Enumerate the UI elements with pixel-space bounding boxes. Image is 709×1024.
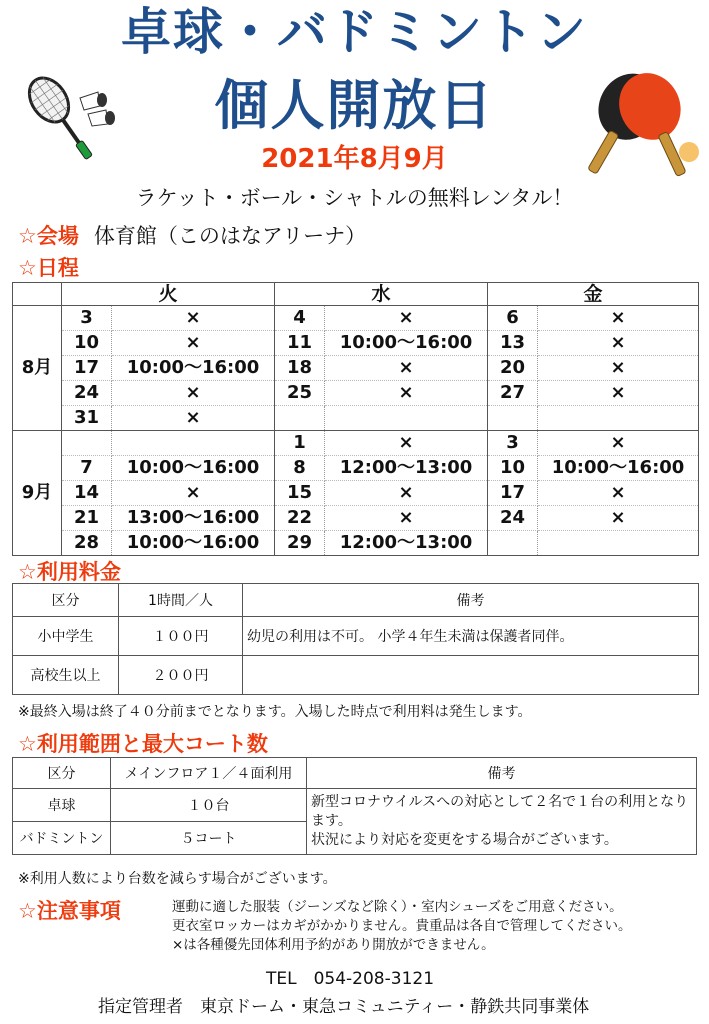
schedule-row: [13, 331, 699, 356]
caution-label: ☆注意事項: [18, 899, 121, 923]
date-cell: 20: [488, 356, 538, 381]
table-cell: バドミントン: [13, 822, 111, 855]
date-cell: 29: [275, 531, 325, 556]
time-cell: ×: [325, 506, 488, 531]
time-cell: 12:00～13:00: [325, 531, 488, 556]
time-cell: 10:00～16:00: [112, 531, 275, 556]
schedule-row: [13, 381, 699, 406]
date-cell: 8: [275, 456, 325, 481]
tel: TEL 054-208-3121: [266, 969, 435, 989]
manager: 指定管理者 東京ドーム・東急コミュニティー・静鉄共同事業体: [98, 997, 590, 1017]
time-cell: ×: [112, 381, 275, 406]
date-cell: [488, 531, 538, 556]
table-header: 備考: [243, 584, 699, 617]
fee-table: [12, 583, 699, 695]
date-cell: [62, 431, 112, 456]
date-cell: 10: [488, 456, 538, 481]
schedule-row: [13, 406, 699, 431]
schedule-row: [13, 481, 699, 506]
table-header: 備考: [307, 758, 697, 789]
title-line1: 卓球・バドミントン: [121, 3, 588, 61]
table-header: メインフロア１／４面利用: [111, 758, 307, 789]
caution-line: 更衣室ロッカーはカギがかかりません。貴重品は各自で管理してください。: [172, 918, 632, 934]
time-cell: ×: [112, 306, 275, 331]
time-cell: 10:00～16:00: [325, 331, 488, 356]
table-cell: １０台: [111, 789, 307, 822]
court-remark: 新型コロナウイルスへの対応として２名で１台の利用となります。 状況により対応を変更をする場合がございます。: [307, 789, 697, 855]
date-cell: 24: [488, 506, 538, 531]
caution-line: ×は各種優先団体利用予約があり開放ができません。: [172, 937, 495, 953]
date-cell: 11: [275, 331, 325, 356]
event-date: 2021年8月9月: [261, 144, 448, 174]
time-cell: [112, 431, 275, 456]
table-cell: [243, 656, 699, 695]
time-cell: ×: [112, 331, 275, 356]
date-cell: [275, 406, 325, 431]
table-header: 1時間／人: [119, 584, 243, 617]
table-cell: 小中学生: [13, 617, 119, 656]
time-cell: [325, 406, 488, 431]
time-cell: ×: [538, 506, 699, 531]
day-header: 水: [275, 283, 488, 306]
date-cell: 24: [62, 381, 112, 406]
court-label: ☆利用範囲と最大コート数: [18, 732, 268, 756]
venue-label: ☆会場: [18, 224, 79, 248]
date-cell: 27: [488, 381, 538, 406]
schedule-table: [12, 282, 699, 556]
schedule-corner: [13, 283, 62, 306]
time-cell: ×: [325, 381, 488, 406]
time-cell: ×: [112, 481, 275, 506]
time-cell: 10:00～16:00: [538, 456, 699, 481]
caution-line: 運動に適した服装（ジーンズなど除く）・室内シューズをご用意ください。: [172, 899, 623, 915]
time-cell: ×: [538, 481, 699, 506]
time-cell: [538, 406, 699, 431]
time-cell: ×: [538, 356, 699, 381]
day-header: 火: [62, 283, 275, 306]
date-cell: 3: [488, 431, 538, 456]
time-cell: 12:00～13:00: [325, 456, 488, 481]
time-cell: ×: [538, 331, 699, 356]
date-cell: 28: [62, 531, 112, 556]
court-header-row: [13, 758, 697, 789]
schedule-header-row: [13, 283, 699, 306]
table-cell: 幼児の利用は不可。 小学４年生未満は保護者同伴。: [243, 617, 699, 656]
schedule-row: [13, 506, 699, 531]
date-cell: 17: [62, 356, 112, 381]
time-cell: ×: [325, 356, 488, 381]
schedule-row: [13, 431, 699, 456]
time-cell: 10:00～16:00: [112, 456, 275, 481]
table-row: [13, 617, 699, 656]
time-cell: ×: [538, 306, 699, 331]
date-cell: [488, 406, 538, 431]
table-row: [13, 656, 699, 695]
schedule-row: [13, 356, 699, 381]
table-cell: １００円: [119, 617, 243, 656]
table-header: 区分: [13, 758, 111, 789]
date-cell: 10: [62, 331, 112, 356]
time-cell: [538, 531, 699, 556]
date-cell: 22: [275, 506, 325, 531]
month-label: 8月: [13, 306, 62, 431]
fee-label: ☆利用料金: [18, 560, 121, 584]
title-line2: 個人開放日: [214, 74, 495, 137]
date-cell: 7: [62, 456, 112, 481]
date-cell: 4: [275, 306, 325, 331]
date-cell: 21: [62, 506, 112, 531]
time-cell: ×: [112, 406, 275, 431]
table-header: 区分: [13, 584, 119, 617]
date-cell: 1: [275, 431, 325, 456]
time-cell: ×: [325, 481, 488, 506]
table-cell: ５コート: [111, 822, 307, 855]
day-header: 金: [488, 283, 699, 306]
schedule-label: ☆日程: [18, 256, 79, 280]
table-row: [13, 789, 697, 822]
date-cell: 3: [62, 306, 112, 331]
schedule-row: [13, 456, 699, 481]
table-cell: 卓球: [13, 789, 111, 822]
schedule-row: [13, 306, 699, 331]
table-cell: 高校生以上: [13, 656, 119, 695]
time-cell: ×: [538, 381, 699, 406]
fee-note: ※最終入場は終了４０分前までとなります。入場した時点で利用料は発生します。: [18, 704, 532, 720]
time-cell: ×: [538, 431, 699, 456]
venue-value: 体育館（このはなアリーナ）: [93, 224, 367, 248]
fee-header-row: [13, 584, 699, 617]
court-note: ※利用人数により台数を減らす場合がございます。: [18, 871, 337, 887]
venue-row: [18, 220, 366, 250]
time-cell: 13:00～16:00: [112, 506, 275, 531]
time-cell: 10:00～16:00: [112, 356, 275, 381]
date-cell: 14: [62, 481, 112, 506]
schedule-row: [13, 531, 699, 556]
rental-text: ラケット・ボール・シャトルの無料レンタル！: [135, 186, 574, 210]
date-cell: 18: [275, 356, 325, 381]
court-table: [12, 757, 697, 855]
month-label: 9月: [13, 431, 62, 556]
date-cell: 6: [488, 306, 538, 331]
date-cell: 13: [488, 331, 538, 356]
date-cell: 31: [62, 406, 112, 431]
time-cell: ×: [325, 306, 488, 331]
date-cell: 25: [275, 381, 325, 406]
date-cell: 17: [488, 481, 538, 506]
time-cell: ×: [325, 431, 488, 456]
table-cell: ２００円: [119, 656, 243, 695]
date-cell: 15: [275, 481, 325, 506]
